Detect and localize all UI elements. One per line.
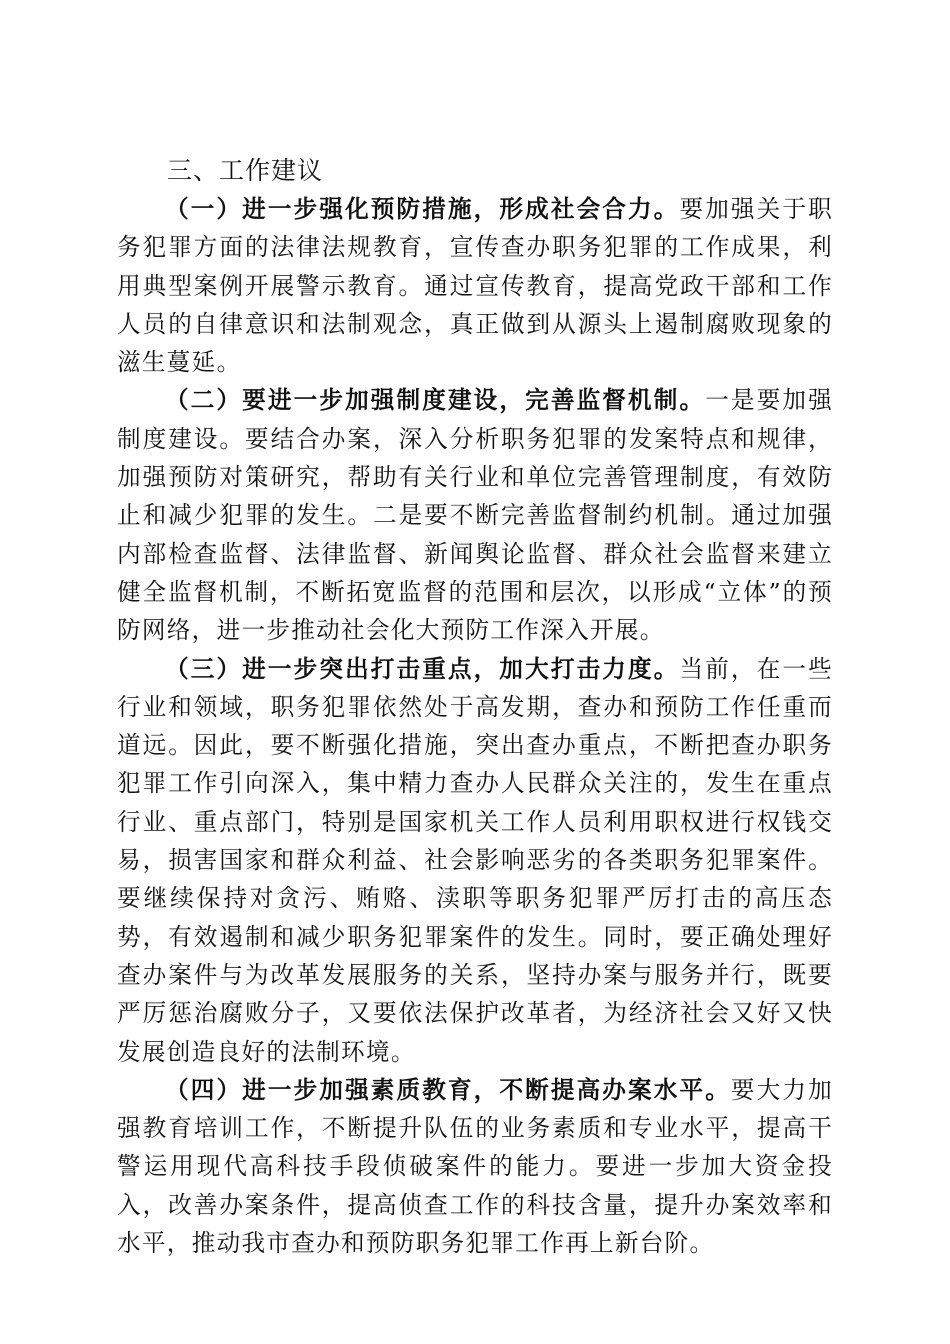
paragraph-3-lead: （三）进一步突出打击重点，加大打击力度。 <box>165 654 680 683</box>
paragraph-1-body: 要加强关于职务犯罪方面的法律法规教育，宣传查办职务犯罪的工作成果，利用典型案例开展警示教育。通过宣传教育，提高党政干部和工作人员的自律意识和法制观念，真正做到从源头上遏制腐败现象的滋生蔓延。 <box>117 195 833 377</box>
section-title: 三、工作建议 <box>167 156 324 185</box>
paragraph-1-lead: （一）进一步强化预防措施，形成社会合力。 <box>165 195 680 223</box>
paragraph-3 <box>117 650 833 1071</box>
paragraph-4 <box>117 1071 833 1262</box>
paragraph-1 <box>117 190 833 381</box>
document-body <box>117 152 833 1262</box>
paragraph-2 <box>117 381 833 649</box>
paragraph-4-lead: （四）进一步加强素质教育，不断提高办案水平。 <box>165 1075 731 1104</box>
paragraph-2-lead: （二）要进一步加强制度建设，完善监督机制。 <box>165 386 706 415</box>
paragraph-3-body: 当前，在一些行业和领域，职务犯罪依然处于高发期，查办和预防工作任重而道远。因此，要不断强化措施，突出查办重点，不断把查办职务犯罪工作引向深入，集中精力查办人民群众关注的，发生在重点行业、重点部门，特别是国家机关工作人员利用职权进行权钱交易，损害国家和群众利益、社会影响恶劣的各类职务犯罪案件。要继续保持对贪污、贿赂、渎职等职务犯罪严厉打击的高压态势，有效遏制和减少职务犯罪案件的发生。同时，要正确处理好查办案件与为改革发展服务的关系，坚持办案与服务并行，既要严厉惩治腐败分子，又要依法保护改革者，为经济社会又好又快发展创造良好的法制环境。 <box>117 654 833 1066</box>
paragraph-4-body: 要大力加强教育培训工作，不断提升队伍的业务素质和专业水平，提高干警运用现代高科技手段侦破案件的能力。要进一步加大资金投入，改善办案条件，提高侦查工作的科技含量，提升办案效率和水平，推动我市查办和预防职务犯罪工作再上新台阶。 <box>117 1075 833 1258</box>
paragraph-2-body: 一是要加强制度建设。要结合办案，深入分析职务犯罪的发案特点和规律，加强预防对策研究，帮助有关行业和单位完善管理制度，有效防止和减少犯罪的发生。二是要不断完善监督制约机制。通过加强内部检查监督、法律监督、新闻舆论监督、群众社会监督来建立健全监督机制，不断拓宽监督的范围和层次，以形成“立体”的预防网络，进一步推动社会化大预防工作深入开展。 <box>117 386 833 645</box>
